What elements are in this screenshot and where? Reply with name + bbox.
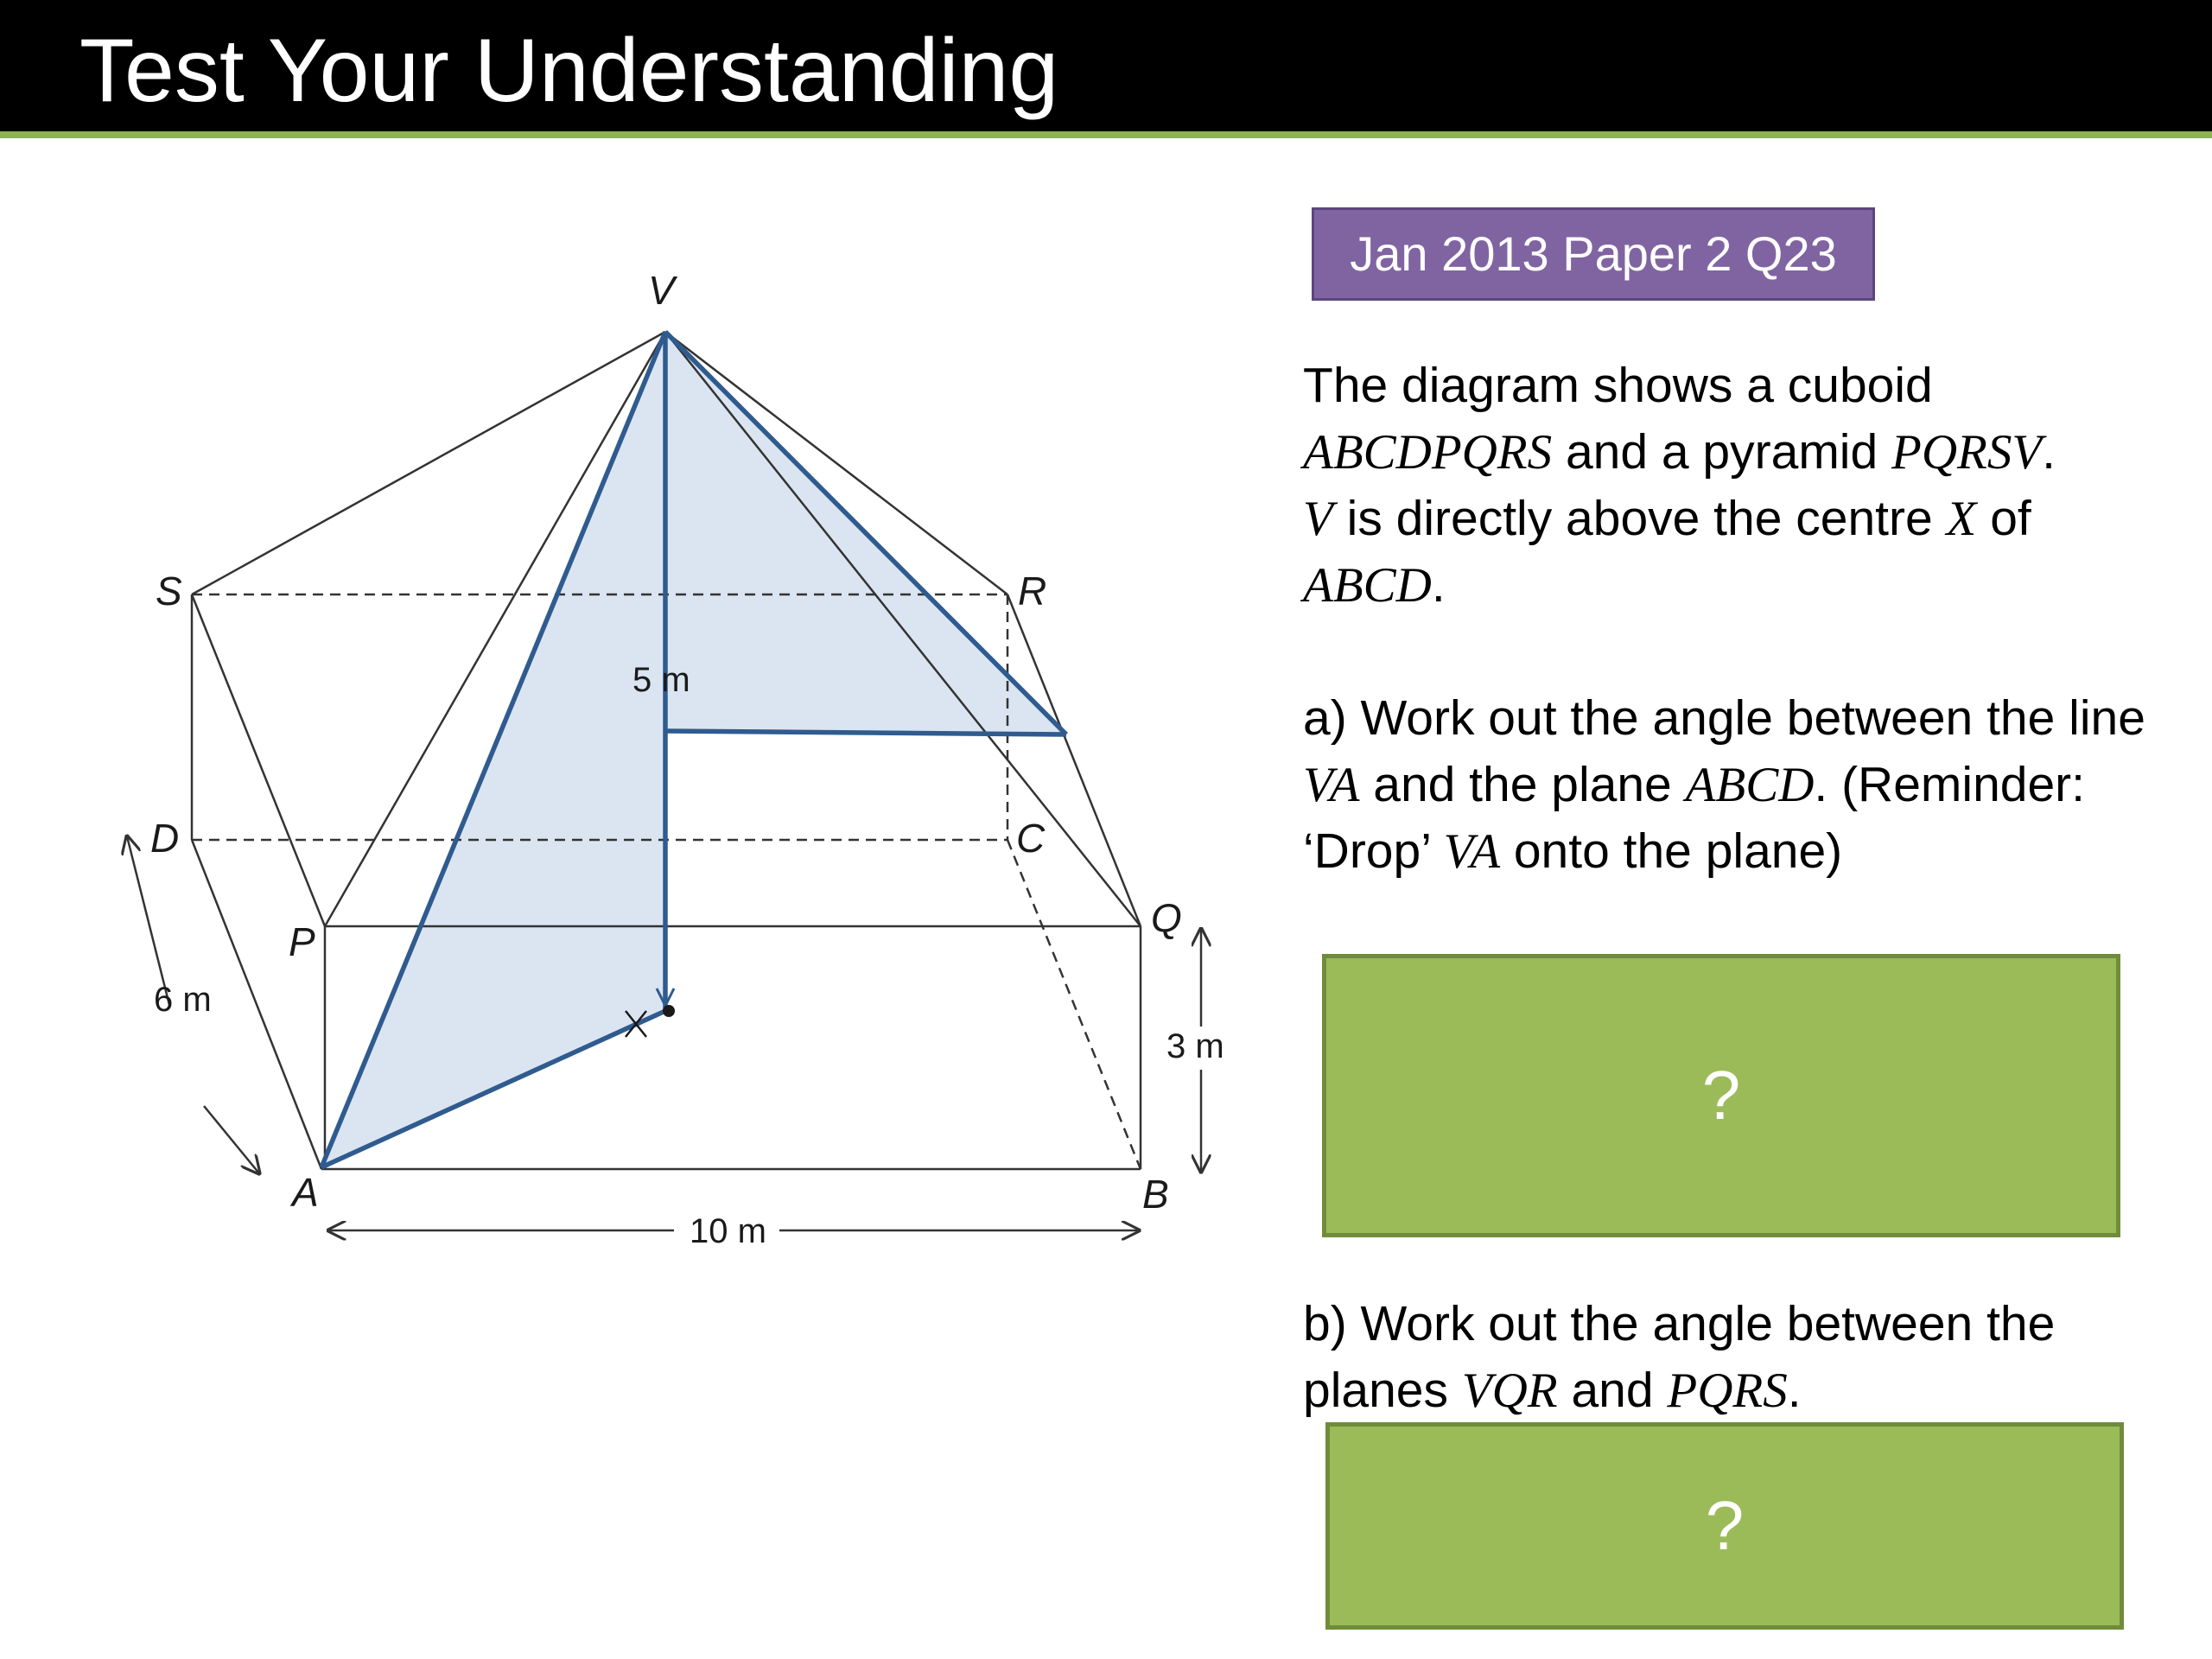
- intro-text-2: and a pyramid: [1552, 424, 1892, 480]
- part-b-math-vqr: VQR: [1461, 1363, 1558, 1418]
- label-b: B: [1142, 1172, 1169, 1217]
- part-b-text-2: and: [1557, 1363, 1668, 1418]
- intro-math-x: X: [1946, 492, 1977, 546]
- intro-text-3: .: [2042, 424, 2056, 480]
- point-x-dot: [663, 1005, 675, 1017]
- slide-title: Test Your Understanding: [79, 21, 1059, 121]
- part-a-math-va: VA: [1303, 758, 1360, 812]
- answer-box-a[interactable]: [1322, 954, 2120, 1237]
- label-p: P: [289, 919, 315, 964]
- dimension-label-5m: 5 m: [632, 661, 690, 699]
- label-s: S: [156, 569, 182, 613]
- question-part-a: [1303, 685, 2167, 885]
- answer-b-placeholder: ?: [1705, 1487, 1745, 1564]
- intro-text-6: .: [1431, 557, 1446, 613]
- part-a-text-1: a) Work out the angle between the line: [1303, 690, 2145, 746]
- dimension-6m-arrow-bottom: [204, 1106, 259, 1173]
- intro-math-cuboid: ABCDPQRS: [1303, 425, 1553, 480]
- dimension-label-10m: 10 m: [690, 1212, 766, 1250]
- part-a-text-5: onto the plane): [1500, 823, 1843, 879]
- intro-text-1: The diagram shows a cuboid: [1303, 358, 1933, 413]
- dimension-6m-arrow-top: [127, 836, 169, 1005]
- label-q: Q: [1151, 895, 1182, 940]
- label-v: V: [648, 268, 675, 313]
- intro-text-4: is directly above the centre: [1332, 491, 1947, 546]
- intro-text-5: of: [1976, 491, 2031, 546]
- part-a-math-abcd: ABCD: [1685, 758, 1815, 812]
- part-a-text-3: .: [1814, 757, 1828, 812]
- question-part-b: [1303, 1291, 2167, 1424]
- source-badge: Jan 2013 Paper 2 Q23: [1312, 207, 1875, 301]
- intro-math-abcd: ABCD: [1303, 558, 1432, 613]
- dimension-label-6m: 6 m: [154, 981, 212, 1019]
- label-r: R: [1018, 569, 1047, 613]
- dimension-label-3m: 3 m: [1166, 1027, 1224, 1065]
- answer-a-placeholder: ?: [1701, 1057, 1741, 1134]
- part-a-math-va-2: VA: [1443, 824, 1501, 879]
- part-b-text-1: b) Work out the angle between the planes: [1303, 1296, 2056, 1418]
- label-d: D: [150, 816, 180, 861]
- title-bar: [0, 0, 2212, 138]
- question-intro: [1303, 353, 2167, 619]
- intro-math-pyramid: PQRSV: [1891, 425, 2043, 480]
- part-a-text-2: and the plane: [1359, 757, 1686, 812]
- label-c: C: [1016, 816, 1046, 861]
- intro-math-v: V: [1303, 492, 1333, 546]
- geometry-diagram: [0, 138, 1279, 1382]
- answer-box-b[interactable]: [1325, 1422, 2124, 1630]
- part-b-text-3: .: [1787, 1363, 1802, 1418]
- part-a-text-4: (Reminder: ‘Drop’: [1303, 757, 2085, 879]
- part-b-math-pqrs: PQRS: [1667, 1363, 1788, 1418]
- label-a: A: [292, 1170, 319, 1215]
